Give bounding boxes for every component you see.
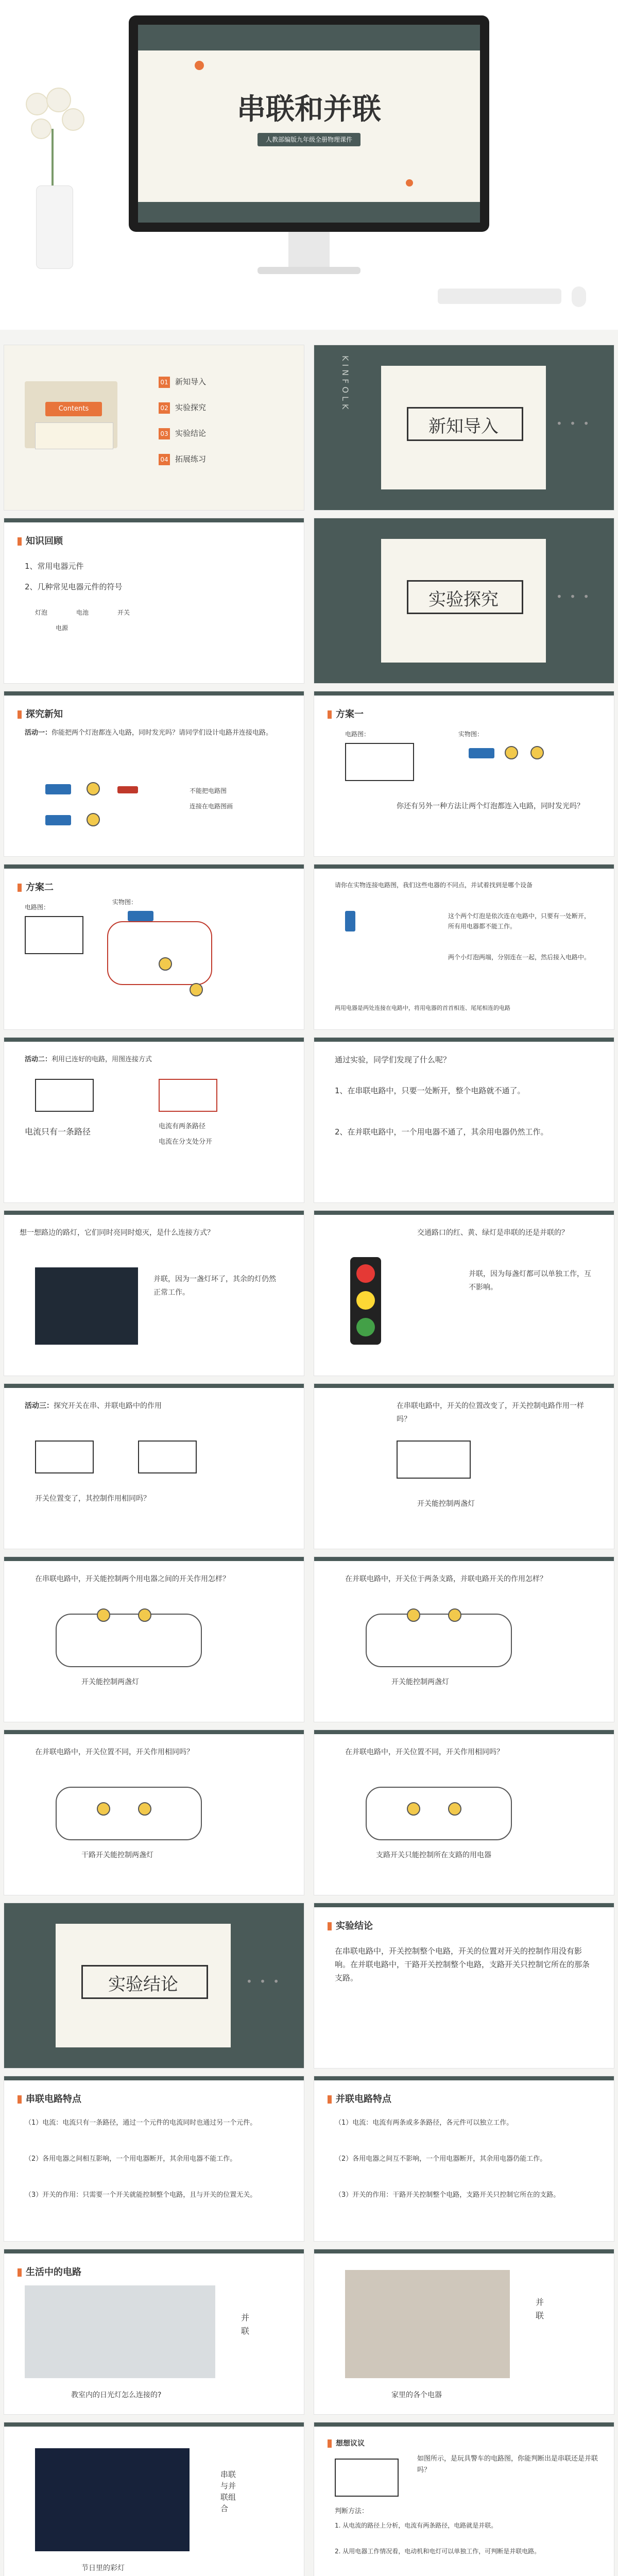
slide-activity2[interactable]: [4, 1038, 304, 1202]
parallel-feature-2: （2）各用电器之间互不影响，一个用电器断开，其余用电器仍能工作。: [335, 2155, 547, 2163]
think-text: 通过实验，同学们发现了什么呢？: [335, 1055, 451, 1064]
slide-section-exp[interactable]: 实验探究 • • •: [314, 518, 614, 683]
activity2-series-note: 电流只有一条路径: [25, 1127, 91, 1137]
vase-illustration: [36, 185, 73, 269]
compare-text-3: 两个小灯泡两端，分别连在一起，然后接入电路中。: [448, 954, 591, 961]
slide-series-switch[interactable]: [314, 1384, 614, 1549]
cover-subtitle: 人教部编版九年级全册物理课件: [258, 133, 360, 146]
series-feature-1: （1）电流：电流只有一条路径，通过一个元件的电流同时也通过另一个元件。: [25, 2119, 257, 2127]
parallel-branch-a-text: 在并联电路中，开关位置不同，开关作用相同吗？: [35, 1748, 194, 1756]
activity3-question: 开关位置变了，其控制作用相同吗？: [35, 1495, 150, 1503]
contents-item-4[interactable]: 04 拓展练习: [159, 453, 206, 465]
symbol-switch: 开关: [117, 609, 130, 616]
thinking-method: 判断方法：: [335, 2507, 369, 2515]
slide-parallel-switch-b[interactable]: [314, 1557, 614, 1722]
section-new-title: 新知导入: [428, 416, 499, 437]
parallel-features-title: 并联电路特点: [336, 2094, 391, 2105]
compare-text-2: 这个两个灯泡是依次连在电路中，只要有一处断开，所有用电器都不能工作。: [448, 912, 591, 930]
contents-item-1[interactable]: 01 新知导入: [159, 376, 206, 388]
slide-parallel-branch-a[interactable]: [4, 1730, 304, 1895]
inquiry-label-2: 连接在电路图画: [190, 803, 233, 810]
section-conclusion-title: 实验结论: [108, 1974, 178, 1995]
life-circuit-caption: 教室内的日光灯怎么连接的?: [71, 2391, 162, 2399]
parallel-switch-a-answer: 开关能控制两盏灯: [81, 1678, 139, 1686]
compare-text-4: 两用电器是两处连接在电路中，将用电器的首首相连、尾尾相连的电路: [335, 1005, 510, 1011]
slide-think[interactable]: [314, 1038, 614, 1202]
cover-hero: [0, 0, 618, 330]
series-switch-text: 在串联电路中，开关的位置改变了，开关控制电路作用一样吗？: [397, 1402, 584, 1423]
traffic-question: 交通路口的红、黄、绿灯是串联的还是并联的？: [417, 1229, 569, 1237]
slide-plan2[interactable]: [4, 865, 304, 1029]
cover-screen: [138, 25, 480, 223]
plant-illustration: [21, 88, 88, 191]
cover-title: 串联和并联: [237, 93, 381, 126]
plan1-label-1: 实物图：: [458, 731, 484, 738]
slide-conclusion[interactable]: [314, 1903, 614, 2068]
series-switch-answer: 开关能控制两盏灯: [417, 1500, 475, 1508]
festival-lights-photo: [35, 2448, 190, 2551]
keyboard-icon: [438, 289, 561, 304]
slide-review[interactable]: [4, 518, 304, 683]
activity3-label: 活动三：: [25, 1402, 54, 1410]
plan2-title: 方案二: [26, 882, 54, 893]
slide-series-features[interactable]: [4, 2076, 304, 2241]
parallel-switch-b-answer: 开关能控制两盏灯: [391, 1678, 449, 1686]
slide-activity3[interactable]: [4, 1384, 304, 1549]
slide-section-conclusion[interactable]: 实验结论 • • •: [4, 1903, 304, 2068]
compare-text-1: 请你在实物连接电路图，我们这些电器的不同点，并试着找到是哪个设备: [335, 882, 533, 889]
slide-traffic[interactable]: [314, 1211, 614, 1376]
activity3-text: 探究开关在串、并联电路中的作用: [54, 1402, 162, 1410]
conclusion-title: 实验结论: [336, 1921, 373, 1931]
slide-streetlight[interactable]: [4, 1211, 304, 1376]
slide-compare[interactable]: [314, 865, 614, 1029]
life-circuit-tag: 并联: [241, 2313, 250, 2336]
slide-plan1[interactable]: [314, 691, 614, 856]
monitor-base: [258, 267, 360, 274]
slide-thinking[interactable]: [314, 2422, 614, 2576]
home-circuit-caption: 家里的各个电器: [391, 2391, 442, 2399]
series-features-title: 串联电路特点: [26, 2094, 81, 2105]
slide-life-circuit[interactable]: [4, 2249, 304, 2414]
plan2-label-0: 电路图：: [25, 904, 50, 911]
watermark-text: KINFOLK: [340, 355, 350, 413]
slide-section-new[interactable]: KINFOLK 新知导入 • • •: [314, 345, 614, 510]
activity2-text: 利用已连好的电路，用图连接方式: [52, 1056, 152, 1063]
thinking-text: 如图所示，是玩具警车的电路图，你能判断出是串联还是并联吗？: [417, 2455, 598, 2474]
activity2-label: 活动二：: [25, 1056, 52, 1063]
series-feature-2: （2）各用电器之间相互影响，一个用电器断开，其余用电器不能工作。: [25, 2155, 237, 2163]
inquiry-text: 你能把两个灯泡都连入电路，同时发光吗？请同学们设计电路并连接电路。: [52, 729, 273, 737]
streetlight-photo: [35, 1267, 138, 1345]
living-room-photo: [345, 2270, 510, 2378]
slide-parallel-branch-b[interactable]: [314, 1730, 614, 1895]
streetlight-answer: 并联，因为一盏灯坏了，其余的灯仍然正常工作。: [153, 1275, 276, 1297]
activity-label: 活动一：: [25, 729, 52, 737]
traffic-answer: 并联，因为每盏灯都可以单独工作，互不影响。: [469, 1270, 591, 1292]
slide-parallel-switch-a[interactable]: [4, 1557, 304, 1722]
inquiry-title: 探究新知: [26, 709, 63, 720]
symbol-battery: 电池: [76, 609, 89, 616]
activity2-parallel-note: 电流有两条路径: [159, 1123, 206, 1130]
contents-item-2[interactable]: 02 实验探究: [159, 402, 206, 414]
contents-item-3[interactable]: 03 实验结论: [159, 428, 206, 439]
traffic-light-icon: [350, 1257, 381, 1345]
series-feature-3: （3）开关的作用：只需要一个开关就能控制整个电路，且与开关的位置无关。: [25, 2191, 257, 2199]
thinking-title: 想想议议: [336, 2439, 365, 2448]
plan1-title: 方案一: [336, 709, 364, 720]
parallel-switch-b-text: 在并联电路中，开关位于两条支路，并联电路开关的作用怎样？: [345, 1575, 547, 1583]
section-exp-title: 实验探究: [428, 589, 499, 610]
parallel-feature-1: （1）电流：电流有两条或多条路径，各元件可以独立工作。: [335, 2119, 513, 2127]
slide-parallel-features[interactable]: [314, 2076, 614, 2241]
night-lights-tag: 串联与并联组合: [220, 2470, 236, 2513]
classroom-photo: [25, 2285, 215, 2378]
conclusion-text: 在串联电路中，开关控制整个电路，开关的位置对开关的控制作用没有影响。在并联电路中，干路开关控制整个电路，支路开关只控制它所在的那条支路。: [335, 1946, 590, 1982]
plan1-text: 你还有另外一种方法让两个灯泡都连入电路，同时发光吗？: [397, 802, 584, 810]
slide-night-lights[interactable]: [4, 2422, 304, 2576]
plan1-label-0: 电路图：: [345, 731, 370, 738]
symbol-source: 电源: [56, 624, 68, 632]
activity2-split-note: 电流在分支处分开: [159, 1138, 213, 1146]
symbol-lamp: 灯泡: [35, 609, 48, 616]
thinking-item-1: 1. 从电流的路径上分析，电流有两条路径，电路就是并联。: [335, 2522, 497, 2529]
slide-inquiry[interactable]: [4, 691, 304, 856]
life-circuit-title: 生活中的电路: [26, 2267, 81, 2278]
slide-contents[interactable]: [4, 345, 304, 510]
think-item-2: 2、在并联电路中，一个用电器不通了，其余用电器仍然工作。: [335, 1127, 548, 1137]
think-item-1: 1、在串联电路中，只要一处断开，整个电路就不通了。: [335, 1086, 525, 1095]
review-title: 知识回顾: [18, 534, 63, 547]
inquiry-label-1: 不能把电路图: [190, 787, 227, 794]
home-circuit-tag: 并联: [536, 2297, 544, 2320]
plan2-label-1: 实物图：: [112, 899, 138, 906]
parallel-branch-b-answer: 支路开关只能控制所在支路的用电器: [376, 1851, 491, 1859]
parallel-switch-a-text: 在串联电路中，开关能控制两个用电器之间的开关作用怎样？: [35, 1575, 230, 1583]
mouse-icon: [572, 286, 586, 307]
night-lights-caption: 节日里的彩灯: [81, 2564, 125, 2572]
monitor-stand: [288, 232, 330, 268]
slide-home-circuit[interactable]: [314, 2249, 614, 2414]
contents-label: Contents: [45, 402, 102, 416]
streetlight-question: 想一想路边的路灯，它们同时亮同时熄灭，是什么连接方式？: [20, 1229, 214, 1237]
parallel-branch-a-answer: 干路开关能控制两盏灯: [81, 1851, 153, 1859]
parallel-branch-b-text: 在并联电路中，开关位置不同，开关作用相同吗？: [345, 1748, 504, 1756]
parallel-feature-3: （3）开关的作用：干路开关控制整个电路，支路开关只控制它所在的支路。: [335, 2191, 560, 2199]
thinking-item-2: 2. 从用电器工作情况看，电动机和电灯可以单独工作，可判断是并联电路。: [335, 2548, 541, 2555]
monitor-frame: [129, 15, 489, 232]
review-line-2: 2、几种常见电器元件的符号: [25, 582, 123, 591]
review-line-1: 1、常用电器元件: [25, 562, 84, 571]
